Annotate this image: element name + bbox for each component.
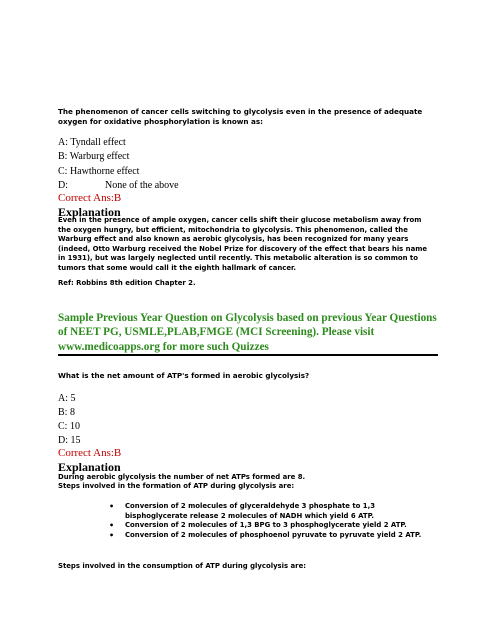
- section-divider: [58, 354, 438, 356]
- bullet-icon: •: [109, 530, 115, 540]
- q1-option-d-text: None of the above: [105, 180, 179, 191]
- q1-option-a: A: Tyndall effect: [58, 137, 126, 148]
- q1-correct-answer: Correct Ans:B: [58, 192, 122, 204]
- q2-option-b: B: 8: [58, 407, 75, 418]
- q1-reference: Ref: Robbins 8th edition Chapter 2.: [58, 279, 196, 287]
- q2-option-d: D: 15: [58, 435, 81, 446]
- q2-explanation-heading: Explanation: [58, 460, 121, 474]
- step-text: Conversion of 2 molecules of phosphoenol pyruvate to pyruvate yield 2 ATP.: [125, 530, 422, 539]
- list-item: [109, 502, 427, 521]
- promo-text: Sample Previous Year Question on Glycolysis based on previous Year Questions of NEET PG, USMLE,PLAB,FMGE (MCI Screening). Please visit www.medicoapps.org for more such Quizzes: [58, 312, 437, 353]
- question-1-text: The phenomenon of cancer cells switching to glycolysis even in the presence of adequate oxygen for oxidative phosphorylation is known as:: [58, 107, 423, 126]
- q2-correct-answer: Correct Ans:B: [58, 447, 122, 459]
- bullet-icon: •: [109, 502, 115, 511]
- q2-option-c: C: 10: [58, 421, 80, 432]
- q1-option-c: C: Hawthorne effect: [58, 166, 140, 177]
- step-text: Conversion of 2 molecules of 1,3 BPG to 3 phosphoglycerate yield 2 ATP.: [125, 521, 407, 530]
- q2-option-a: A: 5: [58, 393, 76, 404]
- step-text: Conversion of 2 molecules of glyceraldehyde 3 phosphate to 1,3 bisphoglycerate release 2 molecules of NADH which yield 6 ATP.: [125, 502, 376, 520]
- q2-consumption-heading: Steps involved in the consumption of ATP during glycolysis are:: [58, 562, 307, 570]
- q2-steps-list: [109, 502, 427, 540]
- q1-explanation-heading: Explanation: [58, 205, 121, 219]
- question-2-text: What is the net amount of ATP's formed in aerobic glycolysis?: [58, 371, 310, 380]
- bullet-icon: •: [109, 521, 115, 531]
- list-item: [109, 521, 427, 531]
- q2-steps-heading: Steps involved in the formation of ATP during glycolysis are:: [58, 482, 295, 490]
- q1-option-b: B: Warburg effect: [58, 151, 130, 162]
- q1-option-d-letter: D:: [58, 180, 68, 191]
- q1-explanation-text: Even in the presence of ample oxygen, cancer cells shift their glucose metabolism away from the oxygen hungry, but efficient, mitochondria to glycolysis. This phenomenon, called the Warburg effect and also known as aerobic glycolysis, has been recognized for many years (indeed, Otto Warburg received the Nobel Prize for discovery of the effect that bears his name in 1931), but was largely neglected until recently. This metabolic alteration is so common to tumors that some would call it the eighth hallmark of cancer.: [58, 216, 428, 272]
- list-item: [109, 531, 427, 541]
- q2-explanation-intro: During aerobic glycolysis the number of net ATPs formed are 8.: [58, 473, 306, 481]
